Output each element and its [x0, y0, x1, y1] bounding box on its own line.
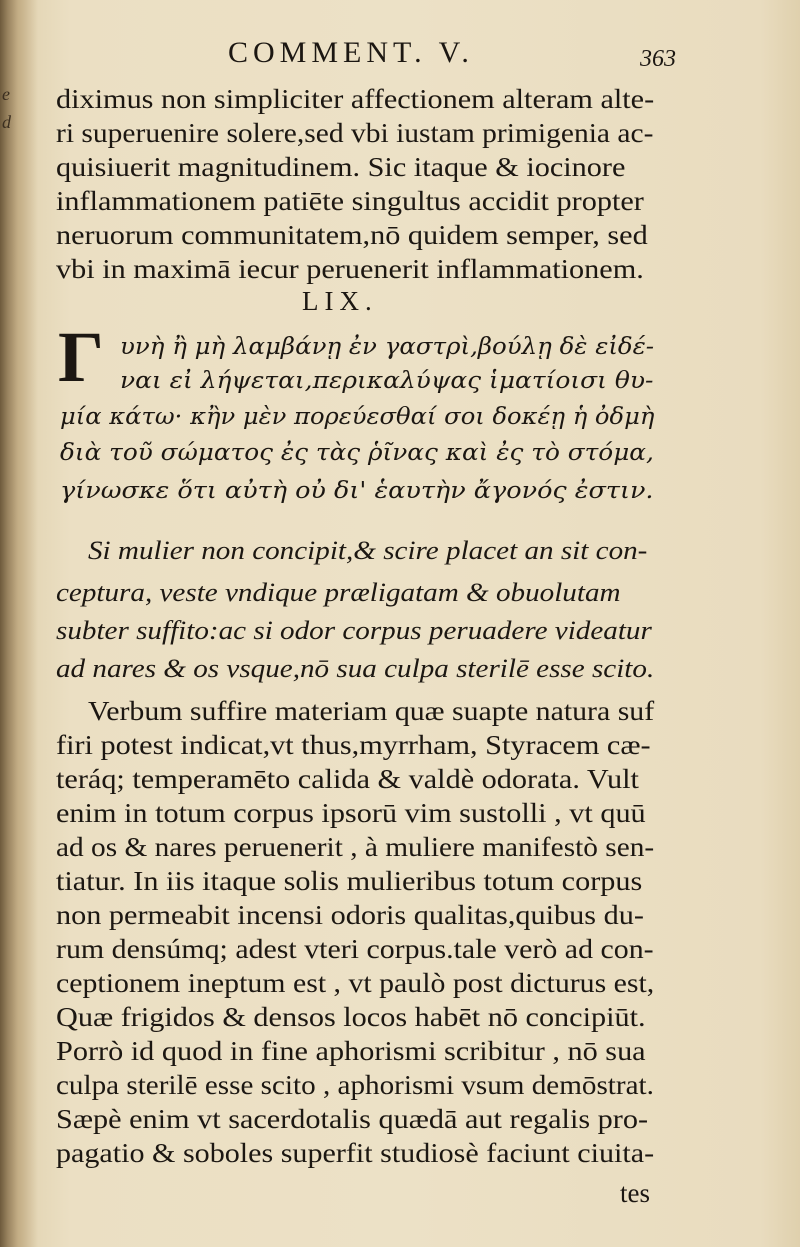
greek-line: υνὴ ἢ μὴ λαμβάνῃ ἐν γαστρὶ,βούλῃ δὲ εἰδέ- [120, 334, 655, 360]
text-line: culpa sterilē esse scito , aphorismi vsum demōstrat. [56, 1070, 654, 1100]
margin-mark: d [2, 112, 11, 132]
catchword: tes [620, 1178, 650, 1208]
page-number: 363 [640, 46, 676, 72]
aphorism-number: LIX. [302, 286, 378, 316]
greek-line: διὰ τοῦ σώματος ἐς τὰς ῥῖνας καὶ ἐς τὸ στόμα, [60, 440, 654, 466]
text-line: diximus non simpliciter affectionem alteram alte- [56, 84, 655, 114]
text-line: Verbum suffire materiam quæ suapte natura suf [88, 696, 655, 726]
page-header [0, 36, 800, 76]
text-line: quisiuerit magnitudinem. Sic itaque & iocinore [56, 152, 626, 182]
italic-line: ceptura, veste vndique præligatam & obuolutam [56, 578, 621, 607]
text-line: Quæ frigidos & densos locos habēt nō concipiūt. [56, 1002, 646, 1032]
text-line: ceptionem ineptum est , vt paulò post dicturus est, [56, 968, 655, 998]
text-line: Sæpè enim vt sacerdotalis quædā aut regalis pro- [56, 1104, 649, 1134]
text-line: neruorum communitatem,nō quidem semper, sed [56, 220, 648, 250]
text-line: ri superuenire solere,sed vbi iustam primigenia ac- [56, 118, 654, 148]
text-line: tiatur. In iis itaque solis mulieribus totum corpus [56, 866, 643, 896]
text-line: pagatio & soboles superfit studiosè faciunt ciuita- [56, 1138, 655, 1168]
drop-initial: Γ [58, 317, 104, 397]
text-line: teráq; temperamēto calida & valdè odorata. Vult [56, 764, 639, 794]
greek-line: μία κάτω· κἢν μὲν πορεύεσθαί σοι δοκέῃ ἡ ὀδμὴ [60, 404, 655, 430]
italic-line: ad nares & os vsque,nō sua culpa sterilē esse scito. [56, 654, 655, 683]
text-line: rum densúmq; adest vteri corpus.tale verò ad con- [56, 934, 654, 964]
italic-line: Si mulier non concipit,& scire placet an sit con- [88, 536, 648, 565]
text-line: vbi in maximā iecur peruenerit inflammationem. [56, 254, 644, 284]
binding-gutter [0, 0, 38, 1247]
italic-line: subter suffito:ac si odor corpus peruadere videatur [56, 616, 652, 645]
text-line: non permeabit incensi odoris qualitas,quibus du- [56, 900, 644, 930]
text-line: inflammationem patiēte singultus accidit propter [56, 186, 644, 216]
margin-mark: e [2, 84, 10, 104]
text-line: firi potest indicat,vt thus,myrrham, Styracem cæ- [56, 730, 651, 760]
text-line: Porrò id quod in fine aphorismi scribitur , nō sua [56, 1036, 646, 1066]
text-line: enim in totum corpus ipsorū vim sustolli , vt quū [56, 798, 646, 828]
greek-line: ναι εἰ λήψεται,περικαλύψας ἱματίοισι θυ- [120, 368, 654, 394]
greek-line: γίνωσκε ὅτι αὐτὴ οὐ δι' ἑαυτὴν ἄγονός ἐστιν. [60, 478, 654, 504]
text-line: ad os & nares peruenerit , à muliere manifestò sen- [56, 832, 655, 862]
running-head: COMMENT. V. [228, 36, 474, 69]
